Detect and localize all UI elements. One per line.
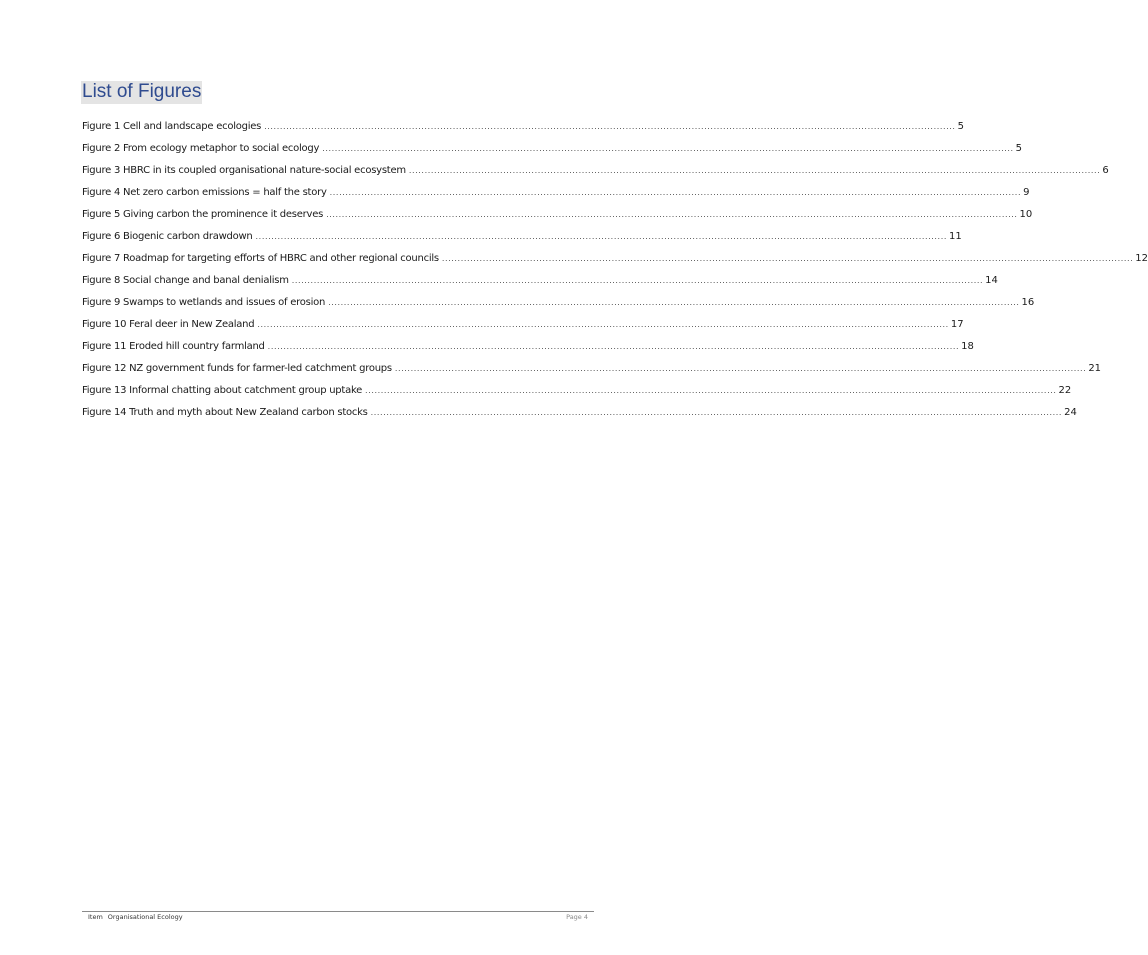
dot-leader: ............................................................................................................................................................................................................................ xyxy=(264,122,956,131)
figure-entry[interactable] xyxy=(82,121,964,143)
figure-entry[interactable] xyxy=(82,363,1102,385)
figure-title: Figure 1 Cell and landscape ecologies xyxy=(82,121,262,132)
footer-item-label: Item xyxy=(88,913,103,921)
footer-divider xyxy=(82,911,594,912)
figure-title: Figure 2 From ecology metaphor to social ecology xyxy=(82,143,320,154)
figure-page-number: 16 xyxy=(1021,297,1035,308)
dot-leader: ............................................................................................................................................................................................................................ xyxy=(267,342,960,351)
figure-page-number: 9 xyxy=(1023,187,1030,198)
figure-title: Figure 9 Swamps to wetlands and issues of erosion xyxy=(82,297,326,308)
footer-page-number: Page 4 xyxy=(566,913,588,921)
figure-title: Figure 11 Eroded hill country farmland xyxy=(82,341,265,352)
dot-leader: ............................................................................................................................................................................................................................ xyxy=(257,320,949,329)
figure-title: Figure 14 Truth and myth about New Zealand carbon stocks xyxy=(82,407,368,418)
figure-entry[interactable] xyxy=(82,341,974,363)
figure-page-number: 5 xyxy=(1015,143,1023,154)
dot-leader: ............................................................................................................................................................................................................................ xyxy=(328,298,1020,307)
figure-title: Figure 12 NZ government funds for farmer-led catchment groups xyxy=(82,363,392,374)
figure-entry[interactable] xyxy=(82,187,1030,209)
dot-leader: ............................................................................................................................................................................................................................ xyxy=(329,188,1022,197)
dot-leader: ............................................................................................................................................................................................................................ xyxy=(326,210,1018,219)
list-of-figures-heading: List of Figures xyxy=(82,81,202,102)
figure-title: Figure 13 Informal chatting about catchment group uptake xyxy=(82,385,363,396)
footer-document-title: Organisational Ecology xyxy=(107,913,183,921)
dot-leader: ............................................................................................................................................................................................................................ xyxy=(441,254,1134,263)
figure-entry[interactable] xyxy=(82,165,1109,187)
figure-page-number: 17 xyxy=(950,319,964,330)
figure-title: Figure 6 Biogenic carbon drawdown xyxy=(82,231,253,242)
figure-page-number: 12 xyxy=(1135,253,1148,264)
figure-entry[interactable] xyxy=(82,319,964,341)
dot-leader: ............................................................................................................................................................................................................................ xyxy=(322,144,1014,153)
figure-page-number: 6 xyxy=(1102,165,1109,176)
dot-leader: ............................................................................................................................................................................................................................ xyxy=(408,166,1101,175)
dot-leader: ............................................................................................................................................................................................................................ xyxy=(255,232,947,241)
dot-leader: ............................................................................................................................................................................................................................ xyxy=(365,386,1057,395)
figure-title: Figure 3 HBRC in its coupled organisational nature-social ecosystem xyxy=(82,165,406,176)
figure-title: Figure 5 Giving carbon the prominence it deserves xyxy=(82,209,324,220)
figure-page-number: 5 xyxy=(957,121,964,132)
figure-entry[interactable] xyxy=(82,275,998,297)
figure-page-number: 14 xyxy=(985,275,998,286)
figure-title: Figure 10 Feral deer in New Zealand xyxy=(82,319,255,330)
figure-title: Figure 4 Net zero carbon emissions = half the story xyxy=(82,187,327,198)
figure-title: Figure 7 Roadmap for targeting efforts of HBRC and other regional councils xyxy=(82,253,439,264)
figure-entry[interactable] xyxy=(82,231,962,253)
figure-entry[interactable] xyxy=(82,297,1035,319)
figure-entry[interactable] xyxy=(82,385,1072,407)
dot-leader: ............................................................................................................................................................................................................................ xyxy=(291,276,984,285)
figure-page-number: 24 xyxy=(1064,407,1077,418)
footer-left xyxy=(88,913,183,921)
figure-page-number: 18 xyxy=(961,341,974,352)
dot-leader: ............................................................................................................................................................................................................................ xyxy=(394,364,1087,373)
figure-entry[interactable] xyxy=(82,253,1148,275)
figure-page-number: 10 xyxy=(1019,209,1033,220)
figure-entry[interactable] xyxy=(82,143,1023,165)
figure-page-number: 22 xyxy=(1058,385,1072,396)
figure-entry[interactable] xyxy=(82,407,1077,429)
figure-title: Figure 8 Social change and banal denialism xyxy=(82,275,289,286)
figure-entry[interactable] xyxy=(82,209,1033,231)
dot-leader: ............................................................................................................................................................................................................................ xyxy=(370,408,1063,417)
figure-page-number: 11 xyxy=(948,231,962,242)
figures-list xyxy=(82,121,1148,429)
figure-page-number: 21 xyxy=(1088,363,1102,374)
